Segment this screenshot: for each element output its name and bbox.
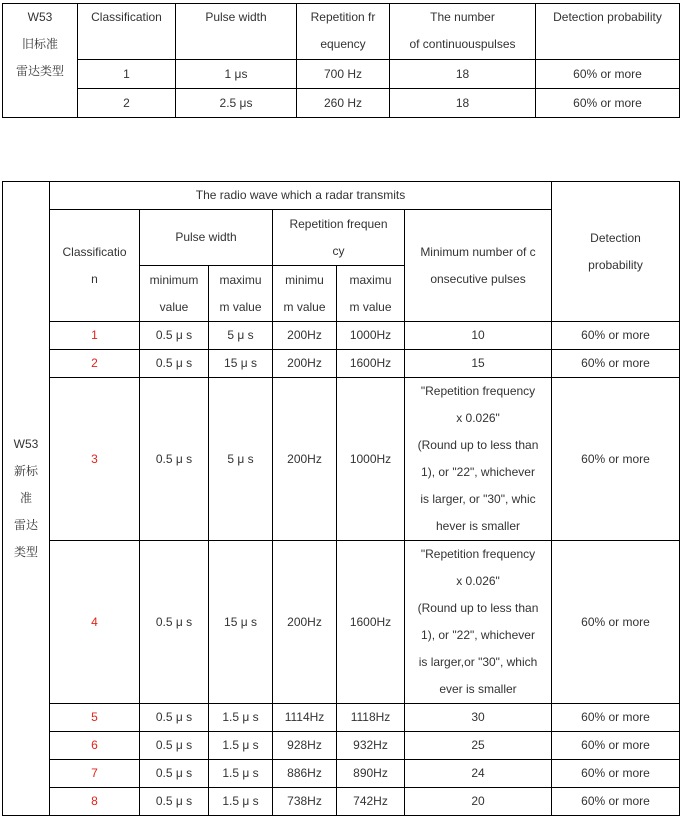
t1-header-classification: Classification (78, 4, 176, 60)
t2-classification: 1 (50, 322, 140, 350)
t1-header-pulse-width: Pulse width (176, 4, 297, 60)
t1-detection: 60% or more (536, 89, 680, 118)
t2-classification: 2 (50, 350, 140, 378)
table-row (3, 788, 680, 816)
t2-pw-min: 0.5 μ s (140, 704, 209, 732)
t2-classification: 3 (50, 378, 140, 541)
t2-rf-max: 1600Hz (337, 541, 405, 704)
t1-detection: 60% or more (536, 60, 680, 89)
t2-rf-min: 1114Hz (273, 704, 337, 732)
t2-header-line: Detection (590, 230, 641, 245)
t2-header-repetition (273, 210, 405, 266)
t2-header-line: probability (588, 257, 643, 272)
t2-header-rf-max (337, 266, 405, 322)
t2-pw-max: 15 μ s (209, 541, 273, 704)
t2-header-rf-min (273, 266, 337, 322)
t2-detection: 60% or more (552, 732, 680, 760)
t2-classification: 4 (50, 541, 140, 704)
t2-pulses-line: 10 (471, 328, 485, 342)
t2-pw-min: 0.5 μ s (140, 322, 209, 350)
t2-pw-min: 0.5 μ s (140, 541, 209, 704)
t1-type-line: 雷达类型 (15, 64, 64, 78)
t2-rf-max: 742Hz (337, 788, 405, 816)
t2-header-line: Repetition frequen (289, 216, 388, 231)
t1-radar-type-cell (3, 4, 78, 118)
t1-pulse-width: 1 μs (176, 60, 297, 89)
t2-min-pulses (405, 760, 552, 788)
t2-header-line: Minimum number of c (420, 244, 536, 259)
t2-rf-max: 1600Hz (337, 350, 405, 378)
t2-header-line: m value (219, 299, 262, 314)
t2-rf-max: 890Hz (337, 760, 405, 788)
t2-detection: 60% or more (552, 704, 680, 732)
t2-header-line: minimum (149, 272, 199, 287)
t2-header-radio-wave: The radio wave which a radar transmits (50, 182, 552, 210)
t2-radar-type-cell (3, 182, 50, 816)
t2-type-line: 新标 (13, 464, 38, 478)
t1-pulse-width: 2.5 μs (176, 89, 297, 118)
table1-header-row (3, 4, 680, 60)
t1-type-line: W53 (27, 10, 53, 24)
t2-classification: 7 (50, 760, 140, 788)
table-row (3, 60, 680, 89)
t2-pw-min: 0.5 μ s (140, 378, 209, 541)
t2-min-pulses (405, 541, 552, 704)
t2-pulses-line: is larger,or "30", which (418, 655, 538, 669)
t2-detection: 60% or more (552, 378, 680, 541)
t1-header-line: equency (320, 37, 366, 51)
t2-header-classification (50, 210, 140, 322)
t2-classification: 8 (50, 788, 140, 816)
t2-pulses-line: 25 (471, 738, 485, 752)
old-standard-radar-table (2, 3, 680, 118)
t2-rf-min: 738Hz (273, 788, 337, 816)
t2-pulses-line: hever is smaller (435, 519, 521, 533)
t2-rf-max: 1000Hz (337, 322, 405, 350)
t2-header-pulse-width: Pulse width (140, 210, 273, 266)
t2-rf-min: 200Hz (273, 322, 337, 350)
t2-detection: 60% or more (552, 541, 680, 704)
t2-type-line: W53 (13, 437, 39, 451)
table-row (3, 760, 680, 788)
t2-header-line: Classificatio (62, 244, 127, 259)
t2-pulses-line: 1), or "22", whichever (421, 628, 535, 642)
t1-type-line: 旧标准 (21, 37, 58, 51)
t2-pulses-line: 20 (471, 794, 485, 808)
t1-header-line: Repetition fr (310, 10, 376, 24)
t2-detection: 60% or more (552, 322, 680, 350)
t2-min-pulses (405, 704, 552, 732)
t2-rf-min: 200Hz (273, 378, 337, 541)
t2-pulses-line: x 0.026" (456, 411, 500, 425)
t2-rf-max: 1118Hz (337, 704, 405, 732)
t2-pulses-line: is larger, or "30", whic (420, 492, 536, 506)
t2-pw-max: 5 μ s (209, 378, 273, 541)
t2-pulses-line: 24 (471, 766, 485, 780)
t1-header-continuous-pulses (390, 4, 536, 60)
table-row (3, 704, 680, 732)
t2-rf-min: 200Hz (273, 541, 337, 704)
t1-pulses: 18 (390, 60, 536, 89)
t1-header-line: The number (430, 10, 495, 24)
new-standard-radar-table (2, 181, 680, 816)
t2-type-line: 准 (19, 491, 32, 505)
t2-header-row-1 (3, 182, 680, 210)
table-row (3, 350, 680, 378)
table-row (3, 378, 680, 541)
t2-rf-max: 932Hz (337, 732, 405, 760)
t2-header-line: cy (332, 243, 345, 258)
t1-pulses: 18 (390, 89, 536, 118)
t2-pw-max: 1.5 μ s (209, 704, 273, 732)
t2-pulses-line: 15 (471, 356, 485, 370)
t2-min-pulses (405, 322, 552, 350)
t2-rf-min: 200Hz (273, 350, 337, 378)
t1-repetition: 700 Hz (297, 60, 390, 89)
table-row (3, 541, 680, 704)
t2-header-line: maximu (349, 272, 392, 287)
t2-pw-max: 5 μ s (209, 322, 273, 350)
t2-pulses-line: x 0.026" (456, 574, 500, 588)
t1-classification: 1 (78, 60, 176, 89)
table-row (3, 732, 680, 760)
t2-header-detection (552, 182, 680, 322)
t2-rf-max: 1000Hz (337, 378, 405, 541)
t2-pulses-line: (Round up to less than (417, 438, 539, 452)
t2-detection: 60% or more (552, 350, 680, 378)
t2-rf-min: 928Hz (273, 732, 337, 760)
t2-header-pw-max (209, 266, 273, 322)
table-row (3, 89, 680, 118)
t2-pulses-line: (Round up to less than (417, 601, 539, 615)
t2-pw-min: 0.5 μ s (140, 760, 209, 788)
t2-header-line: value (159, 299, 189, 314)
t2-min-pulses (405, 350, 552, 378)
t2-pulses-line: 30 (471, 710, 485, 724)
t2-pw-max: 1.5 μ s (209, 788, 273, 816)
t2-detection: 60% or more (552, 788, 680, 816)
t2-type-line: 雷达 (13, 518, 38, 532)
t2-pulses-line: "Repetition frequency (420, 384, 536, 398)
t1-classification: 2 (78, 89, 176, 118)
t2-header-pw-min (140, 266, 209, 322)
t2-pw-min: 0.5 μ s (140, 732, 209, 760)
t2-pulses-line: 1), or "22", whichever (421, 465, 535, 479)
t2-header-line: m value (349, 299, 392, 314)
t1-repetition: 260 Hz (297, 89, 390, 118)
t2-pw-max: 1.5 μ s (209, 760, 273, 788)
t2-header-line: n (91, 271, 98, 286)
t2-pw-max: 1.5 μ s (209, 732, 273, 760)
t2-header-line: minimu (285, 272, 324, 287)
t2-header-line: onsecutive pulses (430, 271, 526, 286)
t2-classification: 5 (50, 704, 140, 732)
t2-pw-min: 0.5 μ s (140, 788, 209, 816)
t2-pw-min: 0.5 μ s (140, 350, 209, 378)
t2-rf-min: 886Hz (273, 760, 337, 788)
t2-classification: 6 (50, 732, 140, 760)
t2-pw-max: 15 μ s (209, 350, 273, 378)
t1-header-repetition (297, 4, 390, 60)
t2-type-line: 类型 (13, 545, 38, 559)
t2-min-pulses (405, 378, 552, 541)
t2-header-line: m value (283, 299, 326, 314)
t2-detection: 60% or more (552, 760, 680, 788)
t2-min-pulses (405, 788, 552, 816)
table-row (3, 322, 680, 350)
t2-header-line: maximu (219, 272, 262, 287)
t1-header-line: of continuouspulses (409, 37, 516, 51)
t2-min-pulses (405, 732, 552, 760)
t2-pulses-line: ever is smaller (439, 682, 517, 696)
t1-header-detection: Detection probability (536, 4, 680, 60)
t2-header-min-consecutive (405, 210, 552, 322)
t2-pulses-line: "Repetition frequency (420, 547, 536, 561)
